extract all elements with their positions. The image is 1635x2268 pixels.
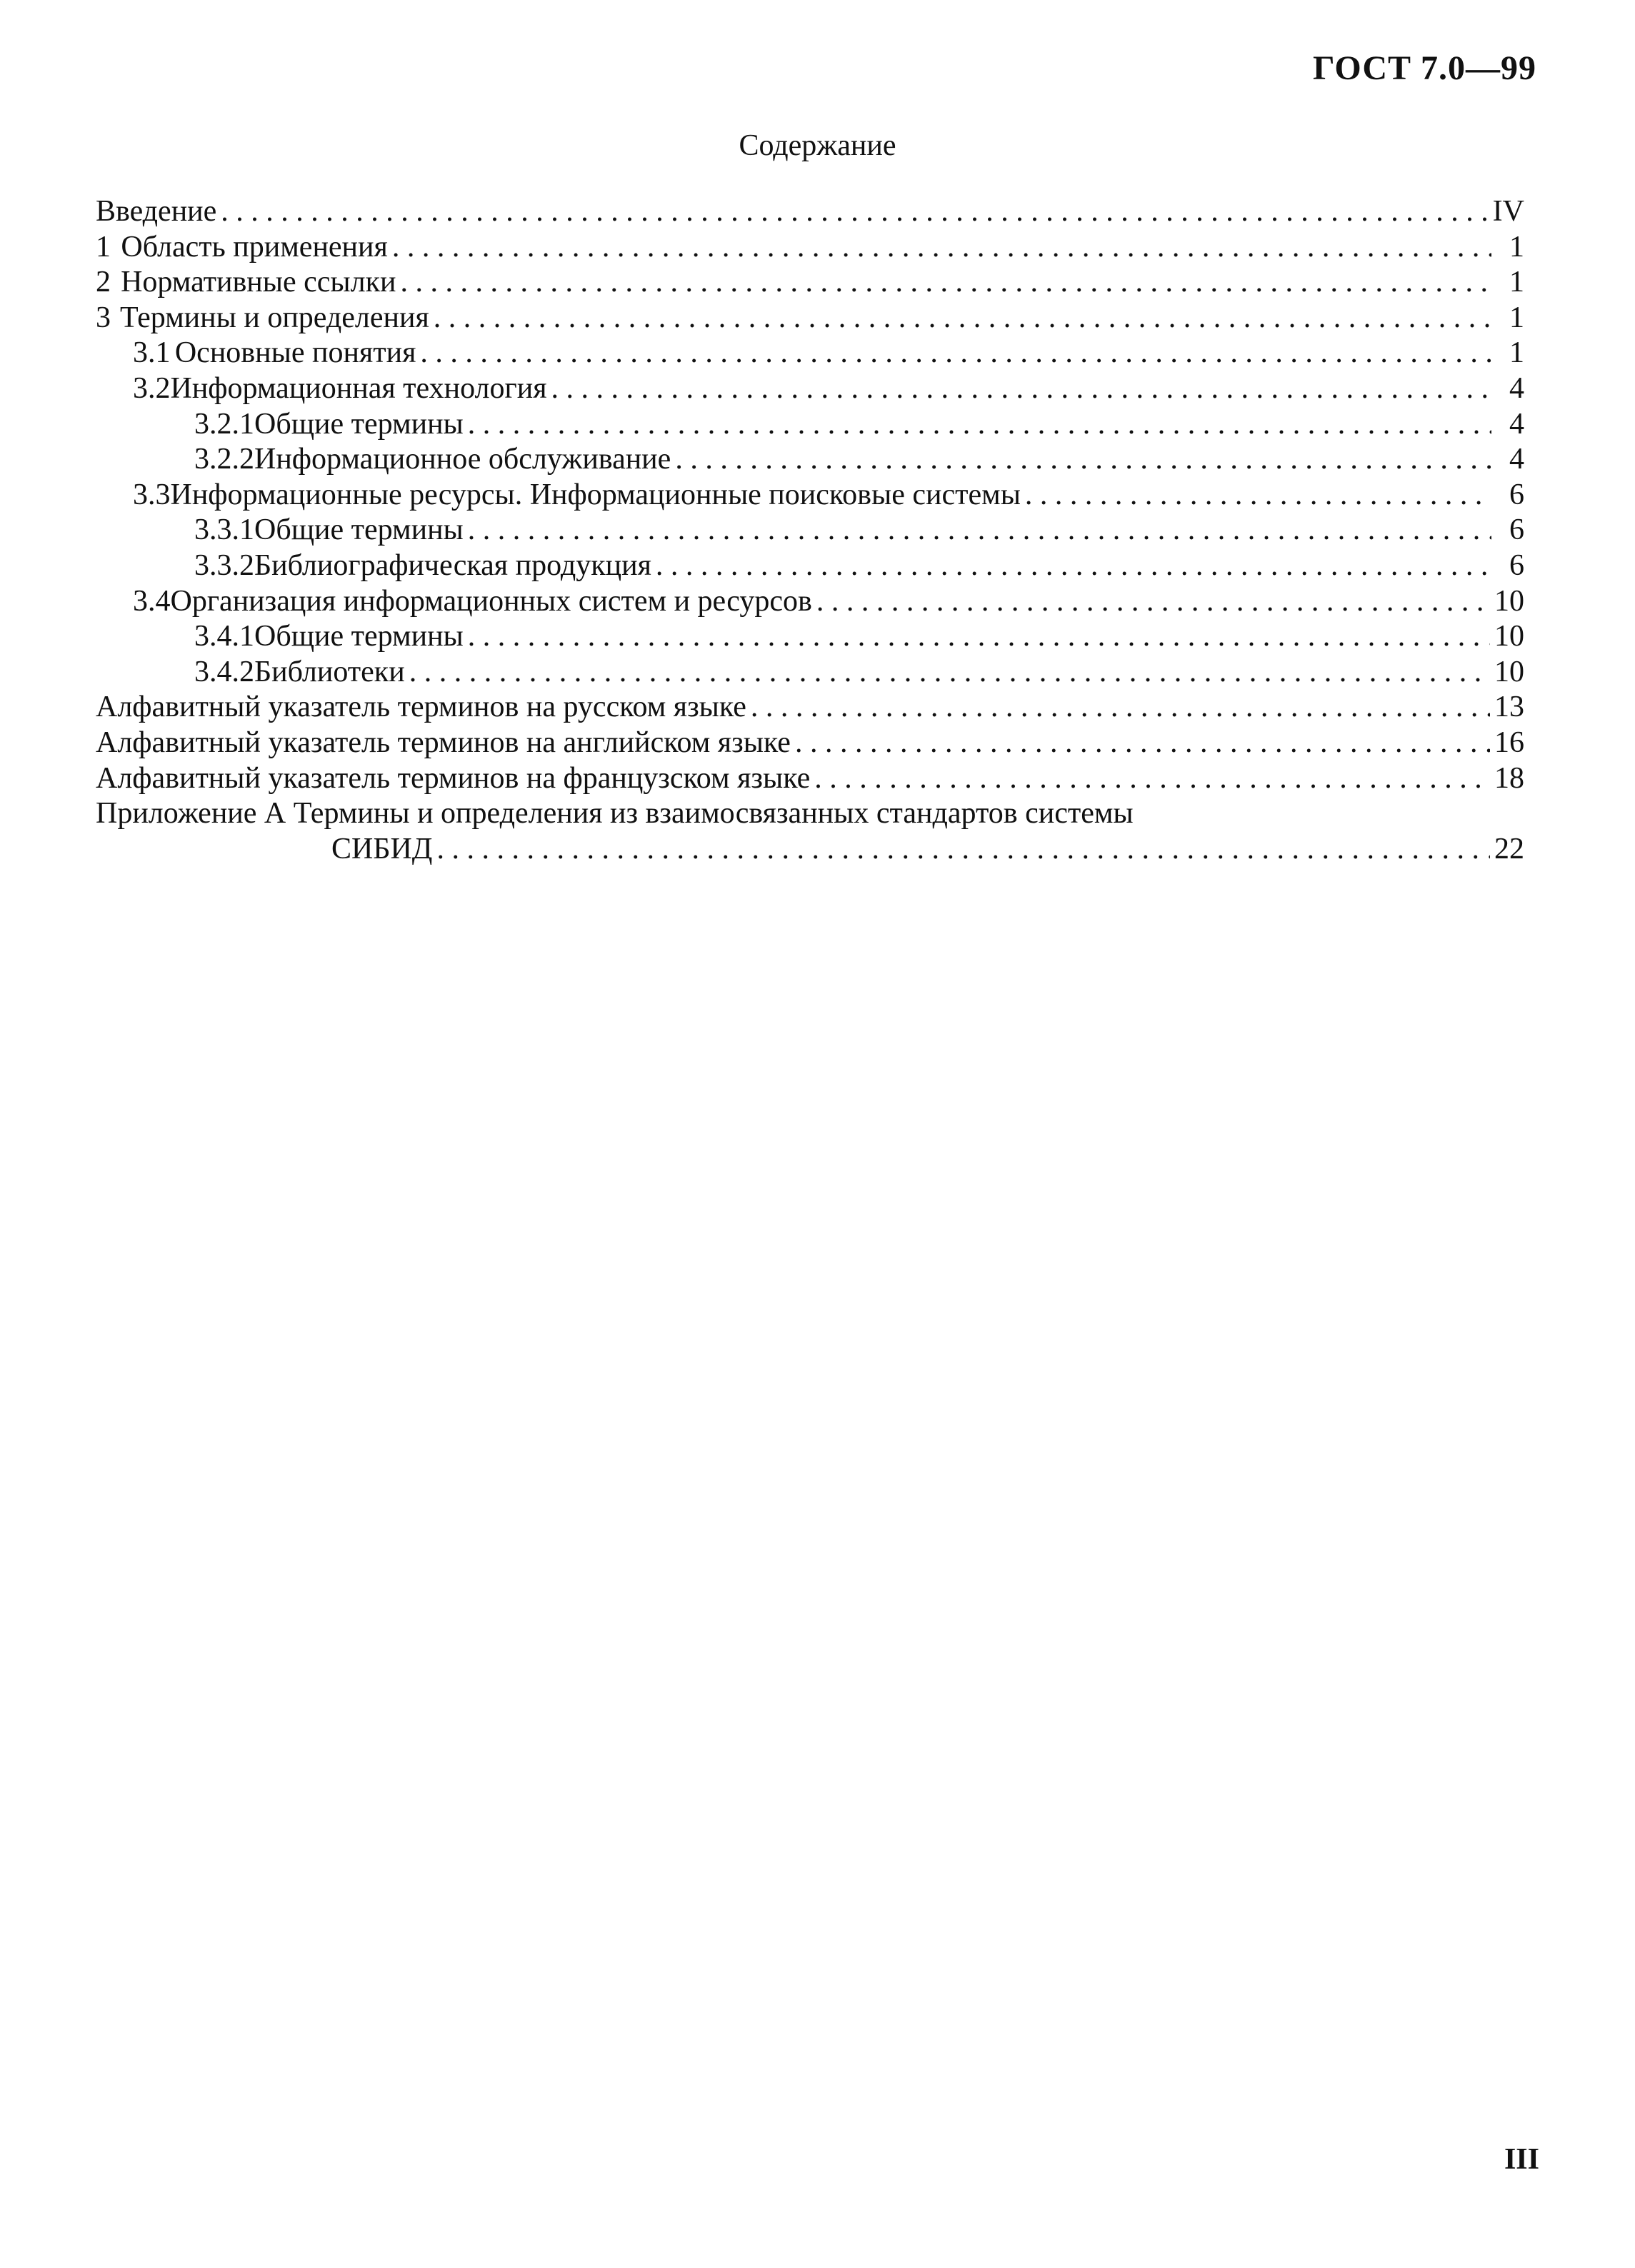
toc-entry-number: 3.3.1	[194, 513, 254, 547]
toc-entry-page: 1	[1509, 230, 1524, 264]
toc-entry-number: 3.4	[133, 584, 171, 618]
toc-entry-number: 3.3	[133, 478, 171, 511]
toc-entry-page: 16	[1494, 726, 1524, 759]
toc-leader-dots	[400, 265, 1491, 301]
toc-leader-dots	[468, 619, 1490, 655]
toc-leader-dots	[816, 584, 1490, 620]
toc-leader-dots	[221, 194, 1488, 230]
toc-entry-title: Основные понятия	[174, 336, 416, 370]
table-of-contents	[96, 194, 1524, 867]
toc-entry-title: Общие термины	[254, 407, 464, 441]
toc-entry-number: 3.2	[133, 371, 171, 405]
toc-entry-page: 4	[1509, 371, 1524, 405]
toc-entry-section-3-2-1[interactable]	[96, 407, 1524, 443]
toc-entry-title: Область применения	[121, 230, 388, 264]
toc-entry-page: 1	[1509, 301, 1524, 334]
toc-entry-title: Организация информационных систем и ресурсов	[170, 584, 812, 618]
toc-entry-index-french[interactable]	[96, 761, 1524, 797]
toc-entry-number: 2	[96, 266, 111, 299]
toc-entry-page: 6	[1509, 478, 1524, 511]
toc-leader-dots	[409, 655, 1490, 691]
toc-entry-page: 6	[1509, 513, 1524, 547]
toc-entry-section-3-2[interactable]	[96, 371, 1524, 407]
toc-entry-title: Алфавитный указатель терминов на русском языке	[96, 691, 746, 724]
toc-leader-dots	[675, 442, 1491, 478]
toc-entry-page: 10	[1494, 655, 1524, 688]
toc-entry-title: Приложение А Термины и определения из взаимосвязанных стандартов системы	[96, 797, 1134, 831]
toc-entry-section-3-3-1[interactable]	[96, 513, 1524, 548]
page-number: III	[1504, 2143, 1539, 2176]
toc-entry-page: 13	[1494, 691, 1524, 724]
toc-entry-page: 4	[1509, 443, 1524, 476]
toc-entry-section-2[interactable]	[96, 265, 1524, 301]
toc-entry-appendix-a-continuation[interactable]	[96, 832, 1524, 868]
toc-entry-title: Библиотеки	[254, 655, 405, 688]
toc-entry-title-continuation: СИБИД	[331, 832, 433, 865]
toc-entry-section-3-1[interactable]	[96, 336, 1524, 371]
toc-entry-page: 18	[1494, 761, 1524, 795]
toc-entry-title: Алфавитный указатель терминов на английском языке	[96, 726, 791, 759]
toc-entry-page: 22	[1494, 832, 1524, 865]
toc-leader-dots	[436, 832, 1490, 868]
toc-entry-introduction[interactable]	[96, 194, 1524, 230]
toc-entry-section-3-4[interactable]	[96, 584, 1524, 620]
toc-entry-number: 3.2.1	[194, 407, 254, 441]
toc-entry-title: Информационная технология	[170, 371, 547, 405]
toc-entry-section-3[interactable]	[96, 301, 1524, 336]
toc-entry-title: Информационное обслуживание	[254, 443, 671, 476]
toc-entry-title: Алфавитный указатель терминов на французском языке	[96, 761, 811, 795]
toc-leader-dots	[656, 548, 1491, 584]
toc-leader-dots	[434, 301, 1491, 336]
toc-entry-title: Библиографическая продукция	[254, 548, 651, 582]
toc-entry-page: IV	[1492, 195, 1524, 228]
toc-entry-number: 3.1	[133, 336, 171, 370]
toc-entry-title: Информационные ресурсы. Информационные поисковые системы	[170, 478, 1021, 511]
toc-leader-dots	[1025, 478, 1491, 513]
toc-entry-title: Введение	[96, 195, 217, 228]
toc-entry-title: Общие термины	[254, 513, 464, 547]
toc-leader-dots	[468, 513, 1491, 548]
toc-entry-page: 1	[1509, 336, 1524, 370]
toc-entry-title: Нормативные ссылки	[121, 266, 396, 299]
toc-leader-dots	[795, 726, 1490, 761]
toc-entry-number: 3.4.1	[194, 620, 254, 653]
toc-entry-section-3-3-2[interactable]	[96, 548, 1524, 584]
toc-entry-page: 10	[1494, 584, 1524, 618]
toc-heading: Содержание	[739, 129, 896, 162]
toc-entry-section-1[interactable]	[96, 230, 1524, 266]
toc-leader-dots	[814, 761, 1490, 797]
toc-entry-section-3-3[interactable]	[96, 478, 1524, 513]
toc-entry-section-3-2-2[interactable]	[96, 442, 1524, 478]
toc-entry-page: 6	[1509, 548, 1524, 582]
toc-entry-number: 1	[96, 230, 111, 264]
toc-entry-section-3-4-2[interactable]	[96, 655, 1524, 691]
toc-entry-page: 4	[1509, 407, 1524, 441]
toc-entry-section-3-4-1[interactable]	[96, 619, 1524, 655]
toc-entry-title: Общие термины	[254, 620, 464, 653]
toc-entry-index-russian[interactable]	[96, 690, 1524, 726]
toc-entry-title: Термины и определения	[120, 301, 429, 334]
toc-leader-dots	[468, 407, 1491, 443]
toc-entry-index-english[interactable]	[96, 726, 1524, 761]
toc-entry-number: 3.4.2	[194, 655, 254, 688]
toc-entry-number: 3.3.2	[194, 548, 254, 582]
toc-entry-number: 3	[96, 301, 111, 334]
toc-leader-dots	[420, 336, 1491, 371]
toc-leader-dots	[751, 690, 1490, 726]
toc-entry-number: 3.2.2	[194, 443, 254, 476]
toc-leader-dots	[551, 371, 1491, 407]
toc-entry-page: 10	[1494, 620, 1524, 653]
toc-entry-appendix-a[interactable]	[96, 796, 1524, 832]
document-code: ГОСТ 7.0—99	[1313, 49, 1536, 87]
toc-entry-page: 1	[1509, 266, 1524, 299]
toc-leader-dots	[392, 230, 1491, 266]
